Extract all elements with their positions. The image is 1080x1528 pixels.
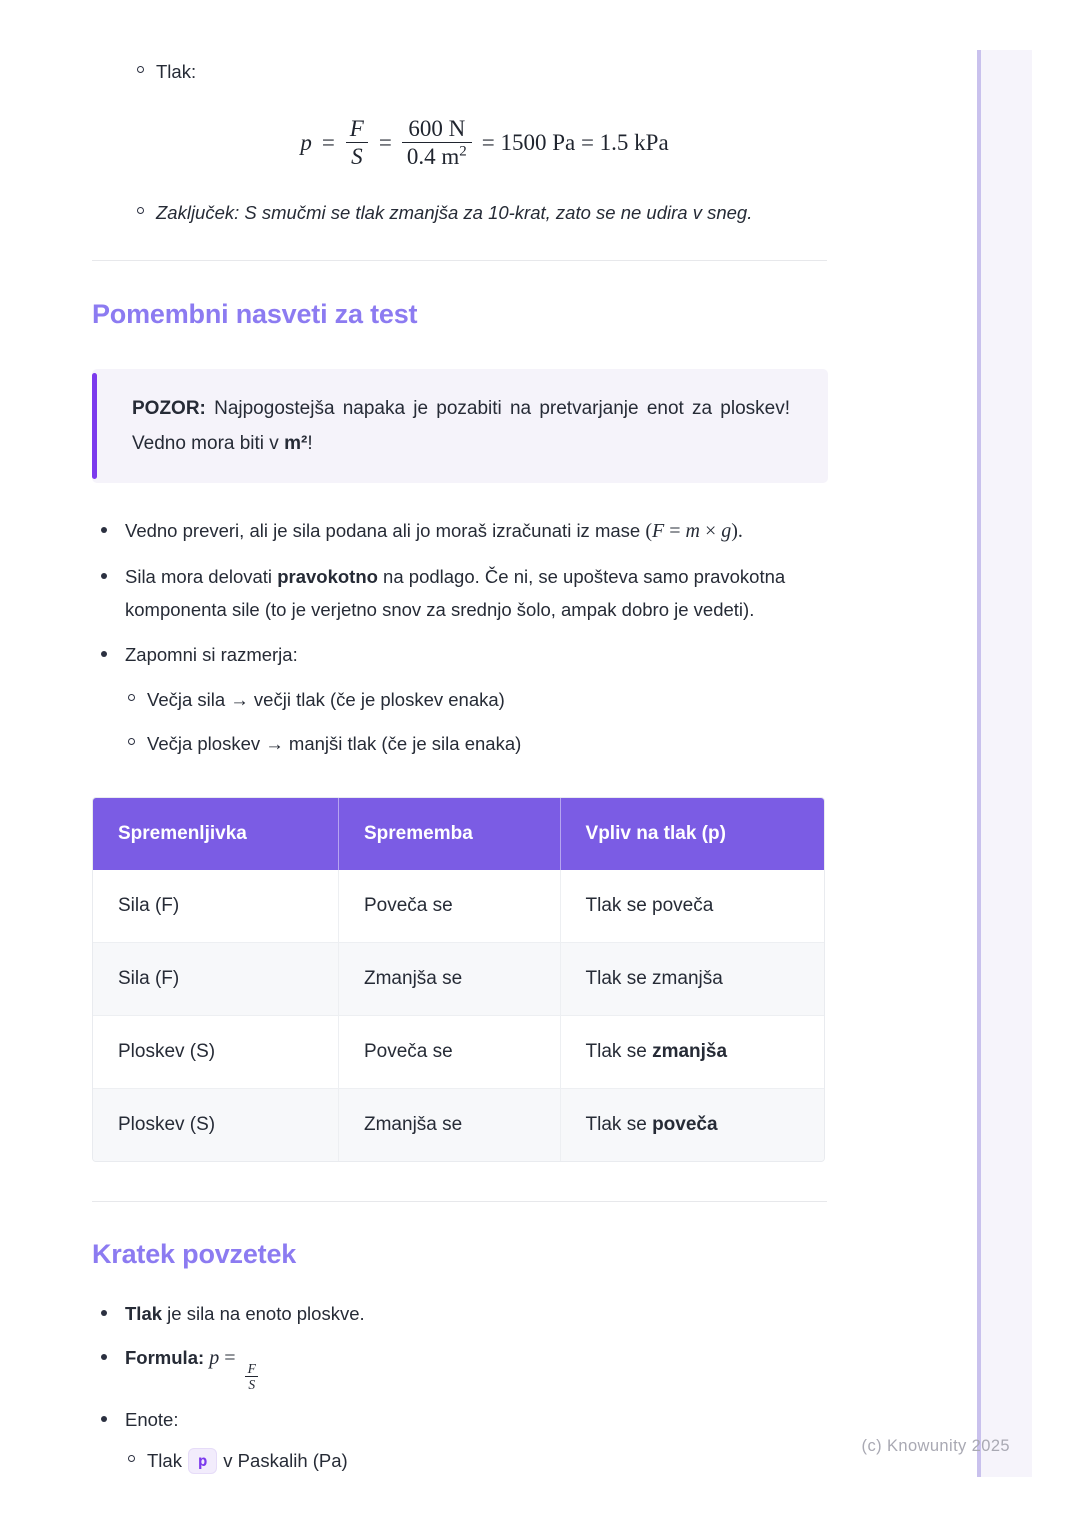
effect-text: Tlak se zmanjša <box>585 968 723 989</box>
tip-text-pre: Vedno preveri, ali je sila podana ali jo moraš izračunati iz mase <box>125 520 646 541</box>
table-row <box>93 1016 824 1089</box>
formula-result: = 1500 Pa = 1.5 kPa <box>481 129 669 155</box>
next-page-preview <box>977 50 1032 1477</box>
cell-variable: Ploskev (S) <box>93 1089 339 1162</box>
list-item <box>92 560 827 626</box>
fraction-f-over-s <box>345 115 369 170</box>
callout-body: Najpogostejša napaka je pozabiti na pretvarjanje enot za ploskev! Vedno mora biti v <box>132 398 790 454</box>
math-op: × <box>699 520 722 542</box>
math-op: = <box>664 520 686 542</box>
effect-bold: poveča <box>652 1114 718 1135</box>
math-var-p: p <box>209 1347 220 1369</box>
effect-text: Tlak se <box>585 1114 653 1135</box>
cell-effect <box>560 943 824 1016</box>
list-item <box>92 683 827 716</box>
math-paren: ( <box>645 520 652 542</box>
pressure-formula-block <box>152 115 827 170</box>
tips-list <box>92 514 827 760</box>
cell-change: Poveča se <box>339 870 561 943</box>
document-page <box>92 0 827 1488</box>
tip-text <box>125 560 827 626</box>
tip-bold: pravokotno <box>277 566 378 587</box>
callout-bold-unit: m² <box>284 433 308 454</box>
callout-label: POZOR: <box>132 398 206 419</box>
list-item <box>92 1297 827 1330</box>
dot-bullet-icon <box>101 651 107 657</box>
summary-text <box>125 1297 827 1330</box>
circle-bullet-icon <box>137 66 144 73</box>
cell-change: Zmanjša se <box>339 943 561 1016</box>
fraction-numerator: F <box>349 116 364 141</box>
fraction-denominator: S <box>245 1376 258 1392</box>
dot-bullet-icon <box>101 1416 107 1422</box>
list-item-tlak <box>92 55 827 88</box>
circle-bullet-icon <box>128 1455 135 1462</box>
tip-text <box>125 514 827 548</box>
list-item <box>92 1444 827 1477</box>
column-header-change: Sprememba <box>339 798 561 870</box>
table-row <box>93 1089 824 1162</box>
summary-bold: Tlak <box>125 1303 163 1324</box>
relation-text: Večja ploskev → manjši tlak (če je sila enaka) <box>147 733 522 754</box>
formula-label: Formula: <box>125 1347 210 1368</box>
summary-rest: je sila na enoto ploskve. <box>162 1303 365 1324</box>
conclusion-text: Zaključek: S smučmi se tlak zmanjša za 10-krat, zato se ne udira v sneg. <box>156 202 753 223</box>
column-header-variable: Spremenljivka <box>93 798 339 870</box>
fraction-denominator: S <box>346 142 368 170</box>
cell-change: Poveča se <box>339 1016 561 1089</box>
circle-bullet-icon <box>128 738 135 745</box>
dot-bullet-icon <box>101 1354 107 1360</box>
warning-callout <box>92 369 828 483</box>
cell-effect <box>560 1089 824 1162</box>
fraction-numeric <box>402 115 472 170</box>
table-header-row <box>93 798 824 870</box>
effect-text: Tlak se <box>585 1041 653 1062</box>
math-op: = <box>219 1347 241 1369</box>
denominator-text: 0.4 m <box>406 144 460 169</box>
cell-effect <box>560 870 824 943</box>
superscript-2: 2 <box>459 143 467 160</box>
cell-variable: Sila (F) <box>93 870 339 943</box>
list-item <box>92 1403 827 1436</box>
formula-equals: = <box>378 129 392 155</box>
tip-text-pre: Sila mora delovati <box>125 566 278 587</box>
unit-post: v Paskalih (Pa) <box>223 1450 348 1471</box>
cell-variable: Sila (F) <box>93 943 339 1016</box>
dot-bullet-icon <box>101 527 107 533</box>
effect-bold: zmanjša <box>652 1041 728 1062</box>
table-row <box>93 870 824 943</box>
pressure-table <box>93 798 824 1161</box>
summary-text: Enote: <box>125 1409 179 1430</box>
copyright-text: (c) Knowunity 2025 <box>861 1437 1010 1455</box>
dot-bullet-icon <box>101 573 107 579</box>
section-divider <box>92 1201 827 1202</box>
math-paren: ). <box>731 520 743 542</box>
callout-accent-bar <box>92 373 97 479</box>
code-chip-p: p <box>188 1448 217 1474</box>
callout-tail: ! <box>307 433 313 454</box>
list-item <box>92 727 827 760</box>
tip-text-post: na podlago. Če ni, se upošteva samo pravokotna komponenta sile (to je verjetno snov za srednjo šolo, ampak dobro je vedeti). <box>125 566 786 620</box>
math-var-g: g <box>721 520 732 542</box>
cell-variable: Ploskev (S) <box>93 1016 339 1089</box>
circle-bullet-icon <box>137 207 144 214</box>
summary-formula-line <box>125 1341 827 1392</box>
math-var-F: F <box>652 520 665 542</box>
fraction-denominator <box>402 142 472 170</box>
section-heading-tips: Pomembni nasveti za test <box>92 299 418 329</box>
list-item <box>92 1341 827 1392</box>
tips-sublist <box>92 683 827 760</box>
section-heading-summary: Kratek povzetek <box>92 1239 297 1269</box>
table-row <box>93 943 824 1016</box>
effect-text: Tlak se poveča <box>585 895 714 916</box>
fraction-numerator: F <box>247 1361 256 1376</box>
list-item-label: Tlak: <box>156 61 197 82</box>
cell-effect <box>560 1016 824 1089</box>
formula-equals: = <box>321 129 335 155</box>
math-var-m: m <box>685 520 700 542</box>
summary-list <box>92 1297 827 1477</box>
dot-bullet-icon <box>101 1310 107 1316</box>
small-fraction-f-over-s <box>245 1361 259 1392</box>
list-item <box>92 638 827 671</box>
list-item-zakljucek <box>92 196 827 229</box>
relation-text: Večja sila → večji tlak (če je ploskev enaka) <box>147 689 505 710</box>
formula-var-p: p <box>300 129 312 155</box>
cell-change: Zmanjša se <box>339 1089 561 1162</box>
column-header-effect: Vpliv na tlak (p) <box>560 798 824 870</box>
circle-bullet-icon <box>128 694 135 701</box>
unit-line <box>147 1444 827 1477</box>
pressure-formula <box>300 115 678 170</box>
list-item <box>92 514 827 548</box>
fraction-numerator: 600 N <box>408 116 466 141</box>
unit-pre: Tlak <box>147 1450 182 1471</box>
pressure-table-wrap <box>92 797 825 1162</box>
section-divider <box>92 260 827 261</box>
tip-text: Zapomni si razmerja: <box>125 644 298 665</box>
